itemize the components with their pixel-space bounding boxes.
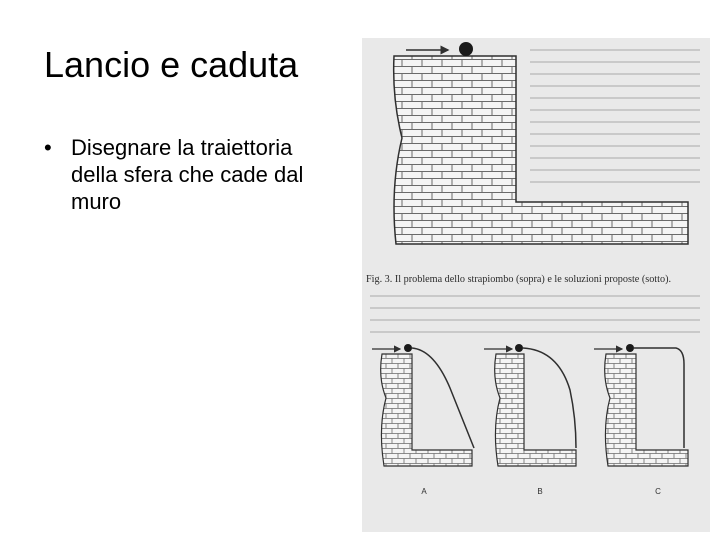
ball (626, 344, 634, 352)
ball (404, 344, 412, 352)
panel-label-c: C (655, 487, 661, 496)
slide-title: Lancio e caduta (44, 44, 299, 85)
bullet-marker: • (44, 135, 52, 160)
panel-label-a: A (421, 487, 427, 496)
ball (515, 344, 523, 352)
textbook-figure (362, 38, 710, 532)
figure-caption: Fig. 3. Il problema dello strapiombo (sopra) e le soluzioni proposte (sotto). (366, 274, 672, 285)
ball (459, 42, 473, 56)
bullet-list (44, 134, 344, 215)
bullet-item (44, 134, 344, 215)
bullet-text: Disegnare la traiettoria della sfera che cade dal muro (71, 135, 304, 214)
panel-label-b: B (537, 487, 543, 496)
